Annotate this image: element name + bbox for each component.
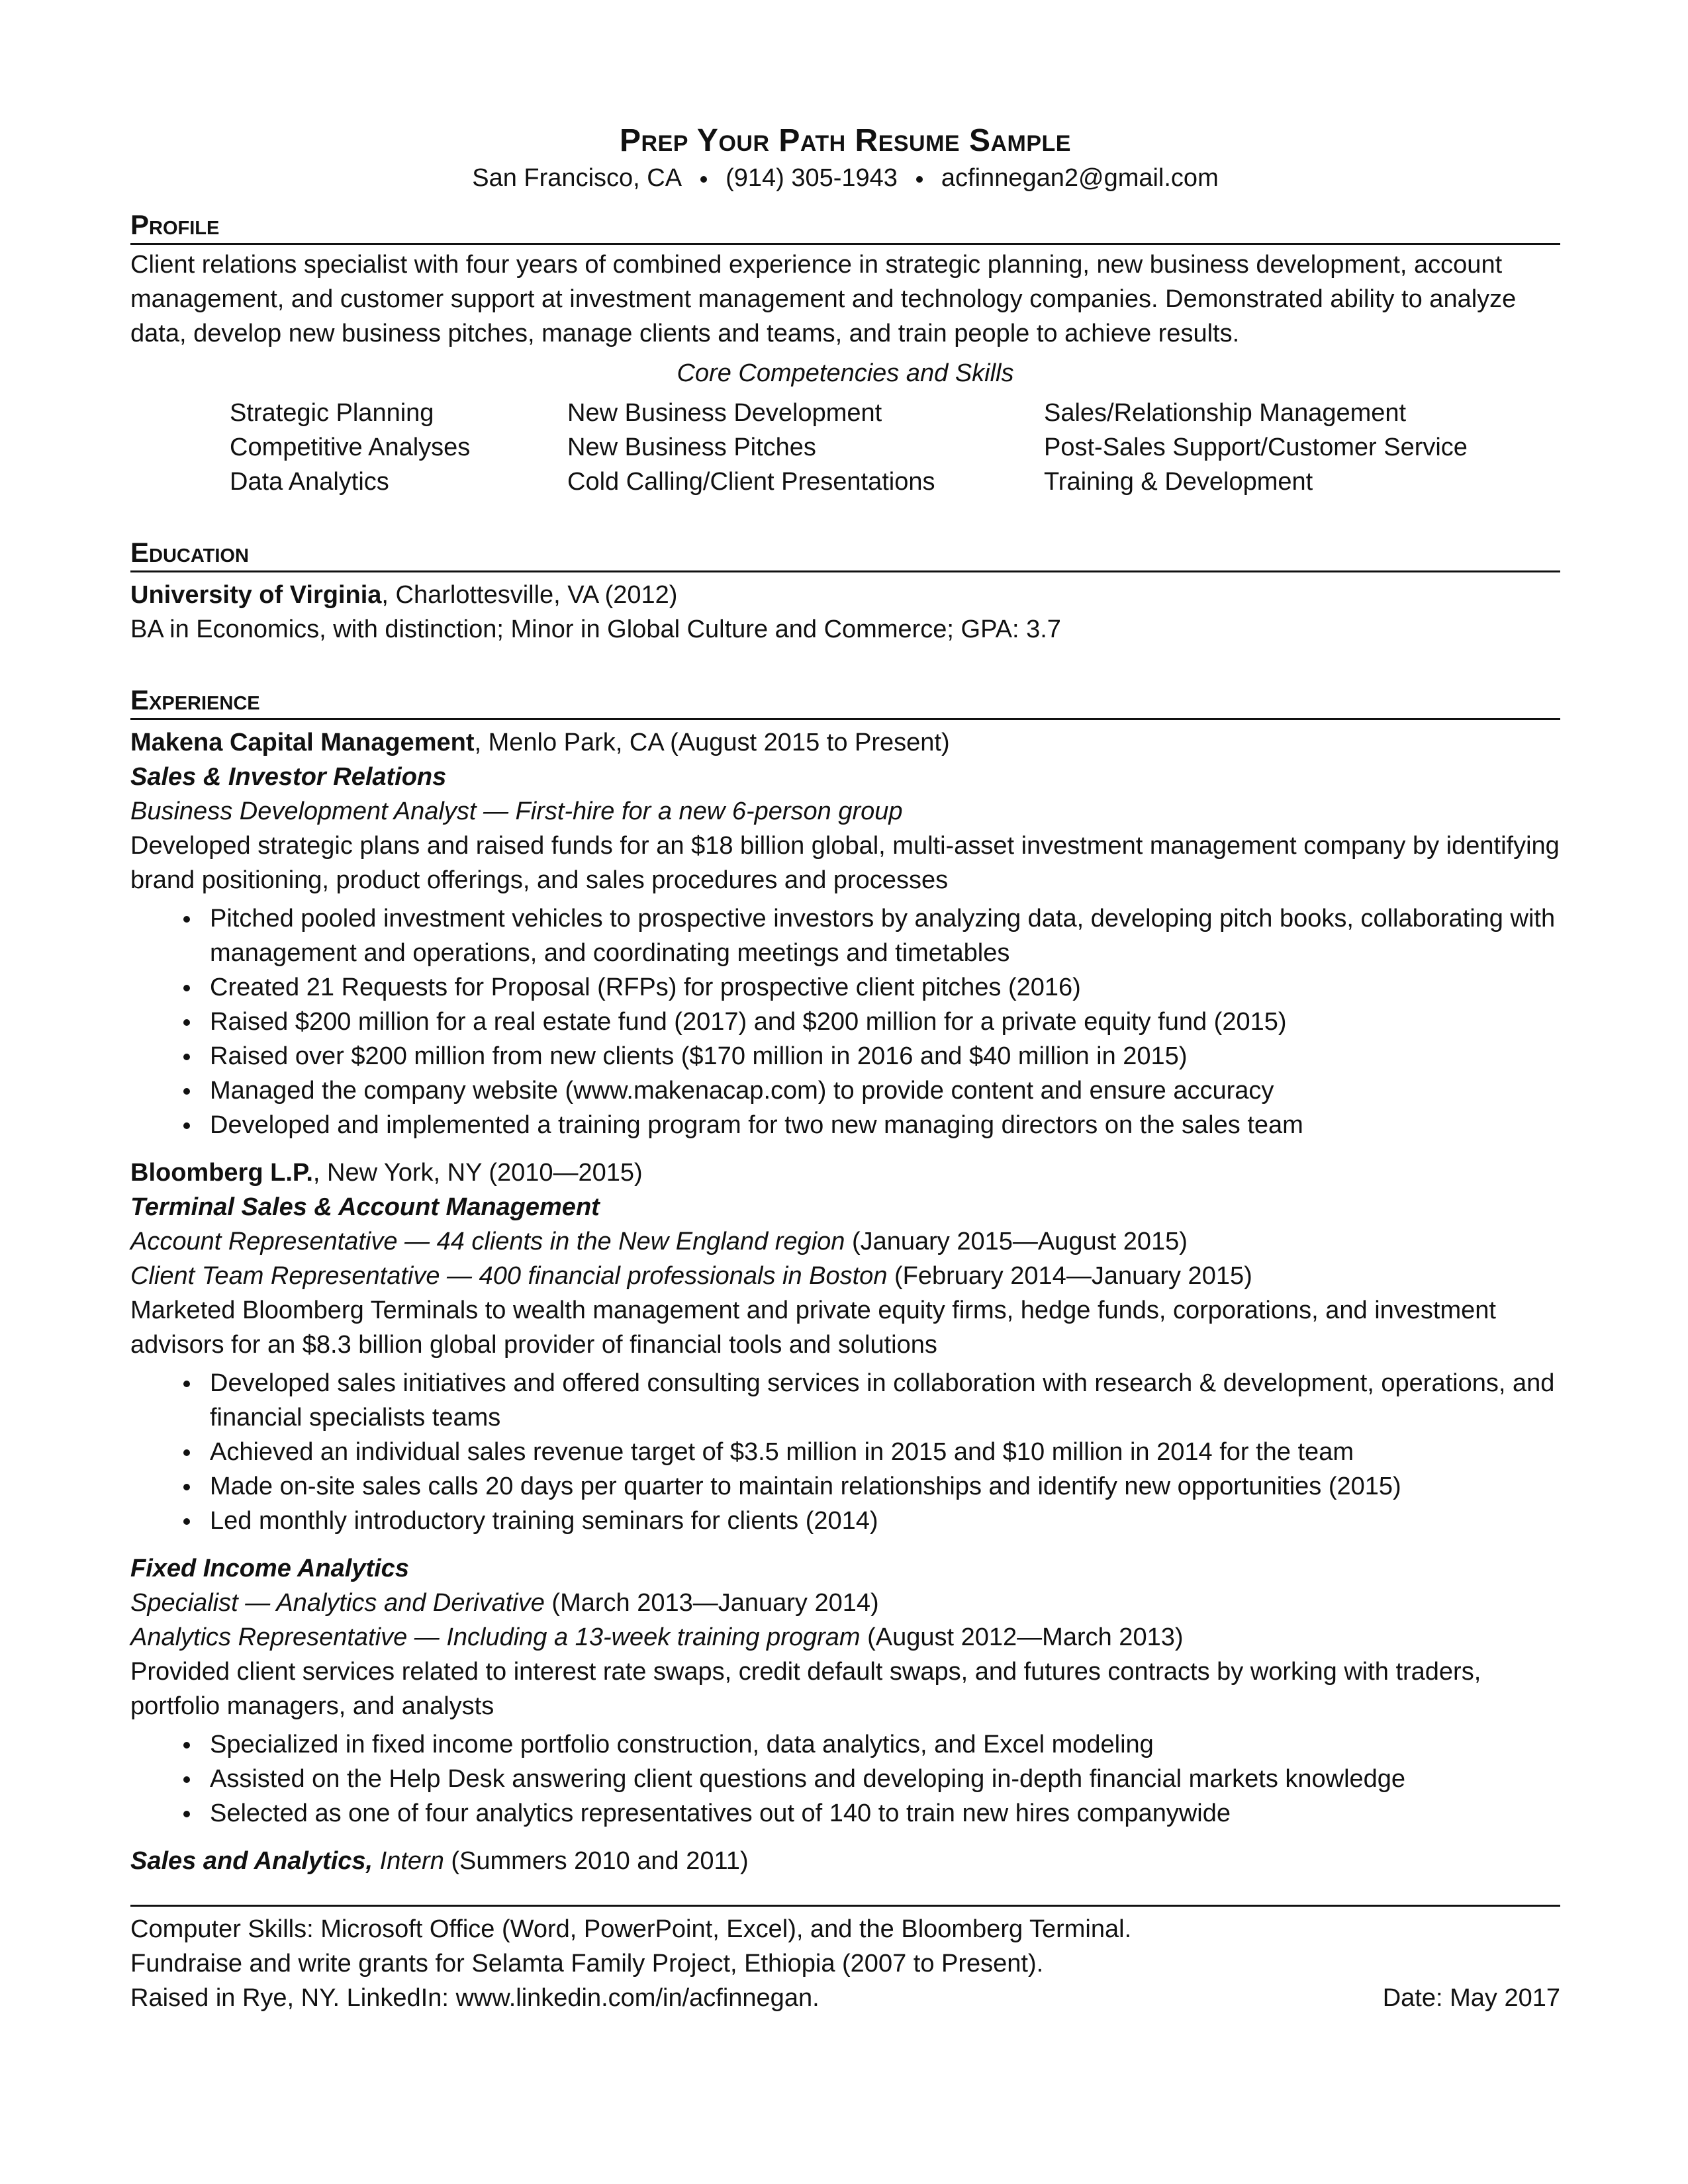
contact-location: San Francisco, CA xyxy=(472,164,682,192)
job-role-line xyxy=(130,1586,1560,1620)
list-item: Led monthly introductory training seminars for clients (2014) xyxy=(210,1504,1560,1538)
list-item: Developed sales initiatives and offered consulting services in collaboration with research & development, operations, and financial specialists teams xyxy=(210,1366,1560,1435)
job-role-line xyxy=(130,1224,1560,1259)
department: Fixed Income Analytics xyxy=(130,1555,409,1582)
job-bloomberg xyxy=(130,1156,1560,1538)
skill-item: Cold Calling/Client Presentations xyxy=(567,468,935,496)
competencies-title: Core Competencies and Skills xyxy=(677,359,1014,387)
department: Terminal Sales & Account Management xyxy=(130,1193,600,1221)
list-item: Pitched pooled investment vehicles to prospective investors by analyzing data, developing pitch books, collaborating with management and operations, and coordinating meetings and timetables xyxy=(210,901,1560,970)
job-makena xyxy=(130,725,1560,1142)
job-dates: (Summers 2010 and 2011) xyxy=(444,1847,749,1875)
skill-item: Sales/Relationship Management xyxy=(1044,399,1407,427)
list-item: Developed and implemented a training program for two new managing directors on the sales team xyxy=(210,1108,1560,1142)
skill-item: Strategic Planning xyxy=(230,399,434,427)
list-item: Made on-site sales calls 20 days per quarter to maintain relationships and identify new opportunities (2015) xyxy=(210,1469,1560,1504)
education-school-line xyxy=(130,578,1560,612)
bullet-dot-icon xyxy=(700,176,707,183)
footer-volunteer: Fundraise and write grants for Selamta Family Project, Ethiopia (2007 to Present). xyxy=(130,1950,1044,1978)
footer xyxy=(130,1905,1560,2015)
footer-linkedin: Raised in Rye, NY. LinkedIn: www.linkedin.com/in/acfinnegan. xyxy=(130,1984,820,2012)
skill-item: Post-Sales Support/Customer Service xyxy=(1044,433,1468,461)
job-fixed-income xyxy=(130,1551,1560,1831)
company-location: , Menlo Park, CA (August 2015 to Present) xyxy=(474,729,950,756)
job-role: Intern xyxy=(373,1847,444,1875)
list-item: Raised over $200 million from new clients ($170 million in 2016 and $40 million in 2015) xyxy=(210,1039,1560,1073)
skill-item: Training & Development xyxy=(1044,468,1313,496)
job-role-line xyxy=(130,1620,1560,1655)
bullet-list xyxy=(130,901,1560,1142)
list-item: Raised $200 million for a real estate fund (2017) and $200 million for a private equity fund (2015) xyxy=(210,1005,1560,1039)
company-line xyxy=(130,725,1560,760)
skills-grid xyxy=(130,396,1560,499)
footer-last-line xyxy=(130,1981,1560,2015)
skill-item: New Business Development xyxy=(567,399,882,427)
profile-heading: Profile xyxy=(130,208,1560,245)
skill-item: Data Analytics xyxy=(230,468,389,496)
job-description: Marketed Bloomberg Terminals to wealth management and private equity firms, hedge funds, corporations, and investment advisors for an $8.3 billion global provider of financial tools and solutions xyxy=(130,1297,1496,1359)
profile-summary: Client relations specialist with four years of combined experience in strategic planning, new business development, account management, and customer support at investment management and technology companies. Demonstrated ability to analyze data, develop new business pitches, manage clients and teams, and train people to achieve results. xyxy=(130,251,1517,347)
contact-email[interactable]: acfinnegan2@gmail.com xyxy=(941,164,1219,192)
footer-computer-skills: Computer Skills: Microsoft Office (Word, PowerPoint, Excel), and the Bloomberg Terminal. xyxy=(130,1915,1132,1943)
job-role: Account Representative — 44 clients in the New England region xyxy=(130,1228,845,1255)
department: Sales and Analytics, xyxy=(130,1847,373,1875)
job-dates: (February 2014—January 2015) xyxy=(887,1262,1252,1290)
contact-line xyxy=(130,161,1560,195)
department: Sales & Investor Relations xyxy=(130,763,447,791)
list-item: Specialized in fixed income portfolio construction, data analytics, and Excel modeling xyxy=(210,1727,1560,1762)
job-description: Provided client services related to interest rate swaps, credit default swaps, and futures contracts by working with traders, portfolio managers, and analysts xyxy=(130,1658,1481,1720)
experience-heading: Experience xyxy=(130,684,1560,720)
bullet-list xyxy=(130,1366,1560,1538)
job-role: Client Team Representative — 400 financial professionals in Boston xyxy=(130,1262,888,1290)
company-name: Bloomberg L.P. xyxy=(130,1159,313,1187)
job-intern xyxy=(130,1844,1560,1878)
job-dates: (August 2012—March 2013) xyxy=(860,1623,1184,1651)
list-item: Created 21 Requests for Proposal (RFPs) for prospective client pitches (2016) xyxy=(210,970,1560,1005)
skill-item: New Business Pitches xyxy=(567,433,816,461)
school-location: , Charlottesville, VA (2012) xyxy=(381,581,678,609)
bullet-list xyxy=(130,1727,1560,1831)
resume-title: Prep Your Path Resume Sample xyxy=(620,123,1071,158)
school-name: University of Virginia xyxy=(130,581,382,609)
job-role: Specialist — Analytics and Derivative xyxy=(130,1589,545,1617)
job-description: Developed strategic plans and raised funds for an $18 billion global, multi-asset investment management company by identifying brand positioning, product offerings, and sales procedures and processes xyxy=(130,832,1560,894)
job-role: Business Development Analyst — First-hire for a new 6-person group xyxy=(130,797,903,825)
bullet-dot-icon xyxy=(916,176,923,183)
list-item: Selected as one of four analytics representatives out of 140 to train new hires companywide xyxy=(210,1796,1560,1831)
job-role-line xyxy=(130,1259,1560,1293)
list-item: Managed the company website (www.makenacap.com) to provide content and ensure accuracy xyxy=(210,1073,1560,1108)
company-name: Makena Capital Management xyxy=(130,729,475,756)
list-item: Achieved an individual sales revenue target of $3.5 million in 2015 and $10 million in 2014 for the team xyxy=(210,1435,1560,1469)
skill-item: Competitive Analyses xyxy=(230,433,471,461)
job-dates: (January 2015—August 2015) xyxy=(845,1228,1188,1255)
job-dates: (March 2013—January 2014) xyxy=(544,1589,879,1617)
education-degree: BA in Economics, with distinction; Minor in Global Culture and Commerce; GPA: 3.7 xyxy=(130,615,1061,643)
company-location: , New York, NY (2010—2015) xyxy=(312,1159,643,1187)
footer-date: Date: May 2017 xyxy=(1382,1984,1560,2012)
contact-phone: (914) 305-1943 xyxy=(726,164,898,192)
company-line xyxy=(130,1156,1560,1190)
job-role: Analytics Representative — Including a 13-week training program xyxy=(130,1623,861,1651)
resume-page xyxy=(130,122,1560,2015)
list-item: Assisted on the Help Desk answering client questions and developing in-depth financial markets knowledge xyxy=(210,1762,1560,1796)
education-heading: Education xyxy=(130,536,1560,572)
